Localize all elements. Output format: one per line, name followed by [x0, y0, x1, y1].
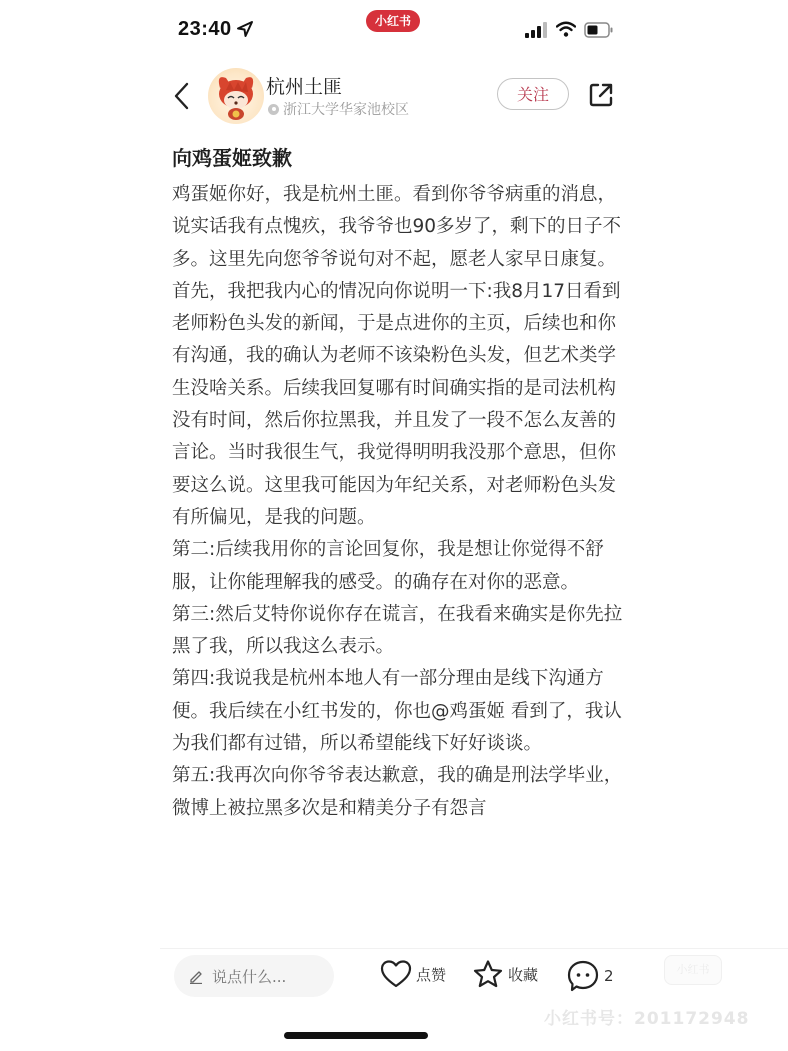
post-paragraph: 第五:我再次向你爷爷表达歉意，我的确是刑法学毕业，微博上被拉黑多次是和精美分子有怨言: [172, 765, 623, 819]
post-title: 向鸡蛋姬致歉: [172, 146, 292, 170]
avatar[interactable]: [208, 68, 264, 124]
cellular-signal-icon: [525, 22, 549, 38]
collect-label: 收藏: [508, 965, 539, 984]
star-icon: [472, 959, 504, 989]
post-paragraph: 第二:后续我用你的言论回复你，我是想让你觉得不舒服，让你能理解我的感受。的确存在对你的恶意。: [172, 539, 604, 593]
author-location: [268, 99, 409, 119]
status-bar: [0, 0, 788, 60]
post-header: [0, 64, 788, 128]
post-body: [172, 179, 624, 943]
watermark-id: 小红书号：20117294​8: [544, 1009, 750, 1029]
battery-icon: [584, 22, 614, 38]
heart-icon: [380, 959, 412, 989]
location-arrow-icon: [236, 20, 254, 38]
comment-placeholder: 说点什么...: [212, 967, 287, 986]
location-pin-icon: [268, 104, 279, 115]
status-time: 23:40: [178, 18, 232, 40]
comment-count: 2: [604, 967, 614, 985]
cartoon-fox-avatar-icon: [208, 68, 264, 124]
chevron-left-icon[interactable]: [170, 80, 194, 112]
comment-input[interactable]: [174, 955, 334, 997]
watermark-logo: 小红书: [664, 955, 722, 985]
follow-button[interactable]: 关注: [497, 78, 569, 110]
collect-button[interactable]: [472, 959, 538, 989]
comment-button[interactable]: [566, 959, 614, 993]
like-label: 点赞: [416, 965, 447, 984]
like-button[interactable]: [380, 959, 446, 989]
comment-bubble-icon: [566, 959, 600, 993]
author-name[interactable]: 杭州土匪: [266, 76, 343, 98]
post-paragraph: 鸡蛋姬你好，我是杭州土匪。看到你爷爷病重的消息，说实话我有点愧疚，我爷爷也90多岁了，剩下的日子不多。这里先向您爷爷说句对不起，愿老人家早日康复。: [172, 184, 622, 270]
home-indicator[interactable]: [284, 1032, 428, 1039]
bottom-action-bar: [160, 948, 788, 1009]
pencil-icon: [188, 968, 204, 984]
post-paragraph: 第三:然后艾特你说你存在谎言，在我看来确实是你先拉黑了我，所以我这么表示。: [172, 603, 623, 658]
post-paragraph: 第四:我说我是杭州本地人有一部分理由是线下沟通方便。我后续在小红书发的，你也@鸡蛋姬 看到了，我认为我们都有过错，所以希望能线下好好谈谈。: [172, 668, 622, 755]
share-external-icon[interactable]: [588, 82, 614, 108]
author-location-text: 浙江大学华家池校区: [283, 102, 409, 118]
post-paragraph: 首先，我把我内心的情况向你说明一下:我8月17日看到老师粉色头发的新闻，于是点进你的主页，后续也和你有沟通，我的确认为老师不该染粉色头发，但艺术类学生没啥关系。后续我回复哪有时间确实指的是司法机构没有时间，然后你拉黑我，并且发了一段不怎么友善的言论。当时我很生气，我觉得明明我没那个意思，但你要这么说。这里我可能因为年纪关系，对老师粉色头发有所偏见，是我的问题。: [172, 280, 621, 528]
wifi-icon: [556, 21, 576, 37]
app-badge: 小红书: [366, 10, 420, 32]
